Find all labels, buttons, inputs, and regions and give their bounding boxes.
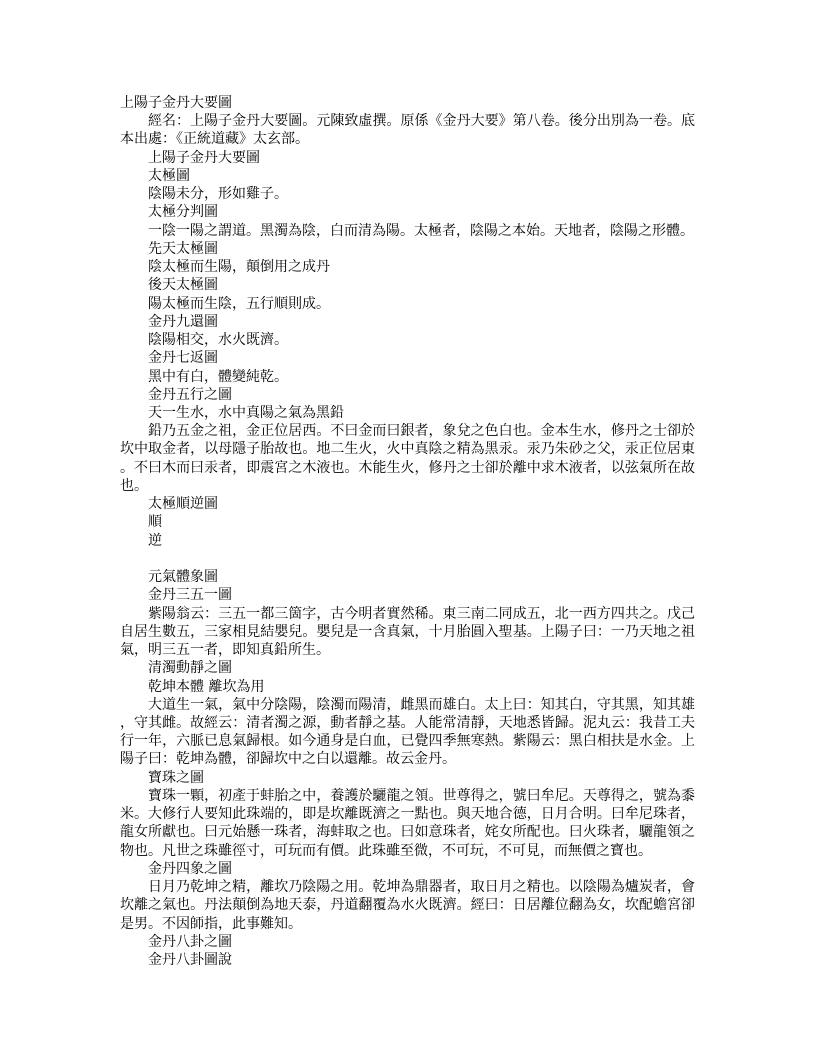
section-heading: 太極順逆圖 bbox=[148, 496, 218, 513]
document-subtitle: 上陽子金丹大要圖 bbox=[148, 149, 260, 166]
section-heading: 太極分判圖 bbox=[148, 204, 218, 221]
intro-paragraph: 經名：上陽子金丹大要圖。元陳致虛撰。原係《金丹大要》第八卷。後分出別為一卷。底本出處：《正統道藏》太玄部。 bbox=[120, 113, 695, 148]
section-paragraph: 鉛乃五金之祖，金正位居西。不曰金而曰銀者，象兌之色白也。金本生水，修丹之士卻於坎中取金者，以母隱子胎故也。地二生火，火中真陰之精為黑汞。汞乃朱砂之父，汞正位居東。不曰木而曰汞者，即震宮之木液也。木能生火，修丹之士卻於離中求木液者，以弦氣所在故也。 bbox=[120, 423, 695, 494]
section-body: 陰太極而生陽，顛倒用之成丹 bbox=[148, 259, 330, 276]
section-heading: 先天太極圖 bbox=[148, 240, 218, 257]
diagram-label-ni: 逆 bbox=[148, 532, 162, 549]
section-paragraph: 日月乃乾坤之精，離坎乃陰陽之用。乾坤為鼎器者，取日月之精也。以陰陽為爐炭者，會坎離之氣也。丹法顛倒為地天泰，丹道翻覆為水火既濟。經曰：日居離位翻為女，坎配蟾宮卻是男。不因師指，此事難知。 bbox=[120, 879, 695, 932]
section-heading: 金丹五行之圖 bbox=[148, 386, 232, 403]
section-paragraph: 大道生一氣，氣中分陰陽，陰濁而陽清，雌黑而雄白。太上曰：知其白，守其黑，知其雄，守其雌。故經云：清者濁之源，動者靜之基。人能常清靜，天地悉皆歸。泥丸云：我昔工夫行一年，六脈已息氣歸根。如今通身是白血，已覺四季無寒熱。紫陽云：黑白相扶是水金。上陽子曰：乾坤為體，卻歸坎中之白以還離。故云金丹。 bbox=[120, 696, 695, 768]
section-heading: 太極圖 bbox=[148, 167, 190, 184]
section-subheading: 乾坤本體 離坎為用 bbox=[148, 678, 265, 695]
section-heading: 金丹三五一圖 bbox=[148, 587, 232, 604]
section-heading: 金丹七返圖 bbox=[148, 350, 218, 367]
section-body: 一陰一陽之謂道。黑濁為陰，白而清為陽。太極者，陰陽之本始。天地者，陰陽之形體。 bbox=[148, 222, 694, 239]
section-body: 天一生水，水中真陽之氣為黑鉛 bbox=[148, 404, 344, 421]
section-paragraph: 寶珠一顆，初產于蚌胎之中，養護於驪龍之領。世尊得之，號曰牟尼。天尊得之，號為黍米。大修行人要知此珠端的，即是坎離既濟之一點也。與天地合德，日月合明。曰牟尼珠者，龍女所獻也。曰元始懸一珠者，海蚌取之也。曰如意珠者，姹女所配也。曰火珠者，驪龍領之物也。凡世之珠雖徑寸，可玩而有價。此珠雖至微，不可玩，不可見，而無價之寶也。 bbox=[120, 787, 695, 859]
section-heading: 金丹八卦之圖 bbox=[148, 933, 232, 950]
section-heading: 金丹八卦圖說 bbox=[148, 952, 232, 969]
document-page bbox=[120, 94, 695, 969]
section-body: 陰陽相交，水火既濟。 bbox=[148, 332, 288, 349]
section-heading: 清濁動靜之圖 bbox=[148, 660, 232, 677]
section-heading: 金丹四象之圖 bbox=[148, 860, 232, 877]
diagram-label-shun: 順 bbox=[148, 514, 162, 531]
document-title: 上陽子金丹大要圖 bbox=[120, 95, 232, 111]
section-heading: 後天太極圖 bbox=[148, 277, 218, 294]
section-body: 黑中有白，體變純乾。 bbox=[148, 368, 288, 385]
section-body: 陽太極而生陰，五行順則成。 bbox=[148, 295, 330, 312]
blank-line bbox=[120, 550, 695, 568]
section-paragraph: 紫陽翁云：三五一都三箇字，古今明者實然稀。東三南二同成五，北一西方四共之。戊己自居生數五，三家相見結嬰兒。嬰兒是一含真氣，十月胎圓入聖基。上陽子曰：一乃天地之祖氣，明三五一者，即知真鉛所生。 bbox=[120, 605, 695, 659]
section-heading: 寶珠之圖 bbox=[148, 769, 204, 786]
section-heading: 金丹九還圖 bbox=[148, 313, 218, 330]
section-heading: 元氣體象圖 bbox=[148, 569, 218, 586]
section-body: 陰陽未分，形如雞子。 bbox=[148, 186, 288, 203]
